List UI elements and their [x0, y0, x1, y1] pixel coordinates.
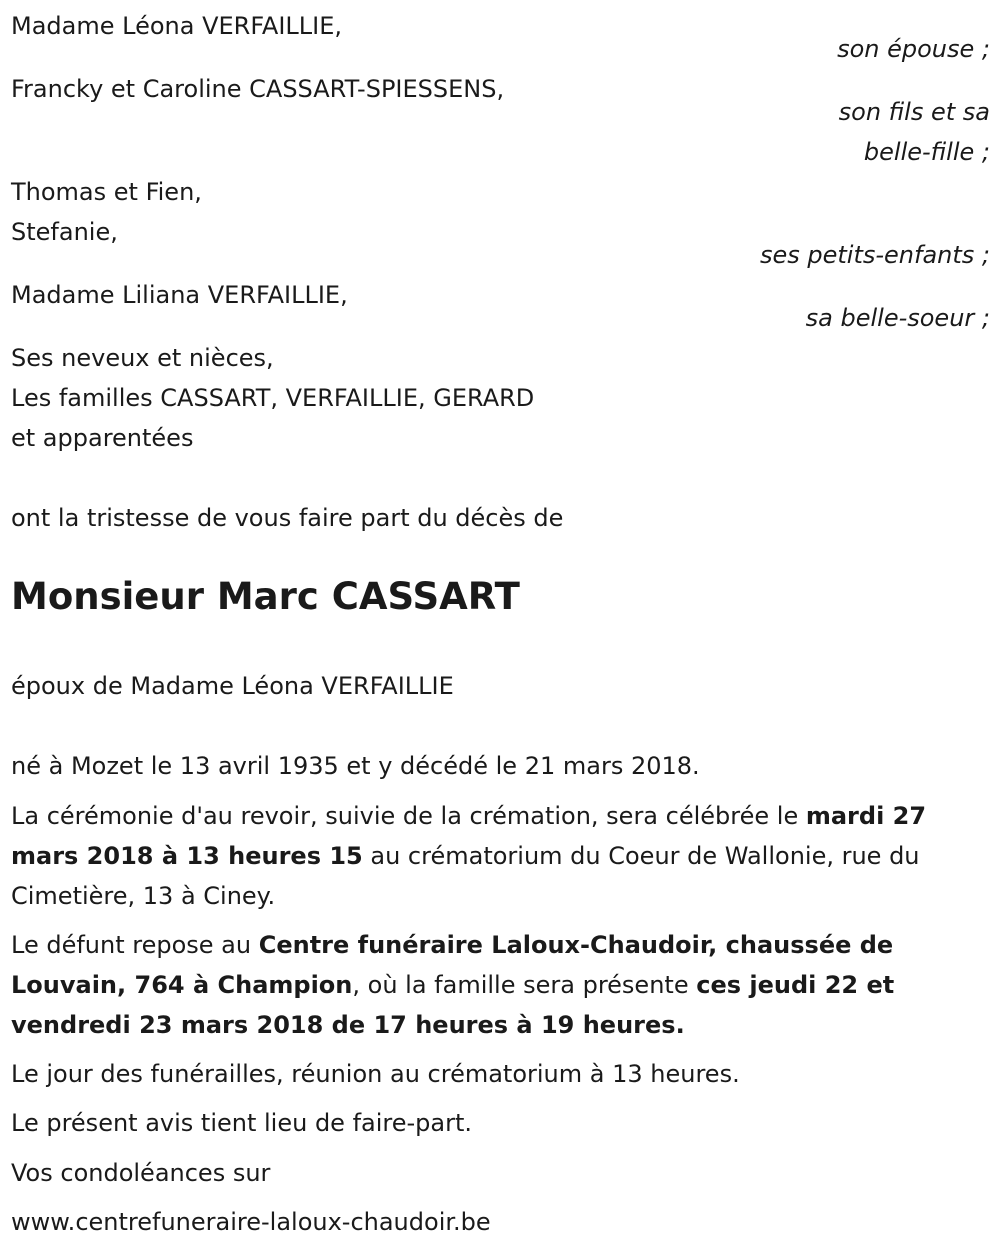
birth-death-line: né à Mozet le 13 avril 1935 et y décédé le 21 mars 2018. [11, 752, 700, 780]
spouse-relation: son épouse ; [837, 35, 990, 63]
son-name: Francky et Caroline CASSART-SPIESSENS, [11, 75, 505, 103]
announcement-intro: ont la tristesse de vous faire part du décès de [11, 504, 564, 532]
visitation-paragraph [11, 925, 989, 1045]
relatives-line-3: et apparentées [11, 424, 194, 452]
deceased-name: Monsieur Marc CASSART [11, 575, 520, 618]
son-relation-line-1: son fils et sa [838, 98, 990, 126]
ceremony-paragraph [11, 796, 989, 916]
visitation-text-before: Le défunt repose au [11, 931, 259, 959]
spouse-of-line: époux de Madame Léona VERFAILLIE [11, 672, 454, 700]
funeral-meeting-line: Le jour des funérailles, réunion au crématorium à 13 heures. [11, 1060, 740, 1088]
ceremony-date-time: mardi 27 mars 2018 à 13 heures 15 [11, 802, 927, 870]
grandchildren-relation: ses petits-enfants ; [759, 241, 990, 269]
relatives-line-1: Ses neveux et nièces, [11, 344, 274, 372]
website-link[interactable]: www.centrefuneraire-laloux-chaudoir.be [11, 1208, 491, 1236]
grandchild-line-1: Thomas et Fien, [11, 178, 202, 206]
relatives-line-2: Les familles CASSART, VERFAILLIE, GERARD [11, 384, 535, 412]
grandchild-line-2: Stefanie, [11, 218, 118, 246]
spouse-name: Madame Léona VERFAILLIE, [11, 12, 343, 40]
sister-in-law-relation: sa belle-soeur ; [805, 304, 990, 332]
visitation-location: Centre funéraire Laloux-Chaudoir, chaussée de Louvain, 764 à Champion [11, 931, 894, 999]
visitation-text-middle: , où la famille sera présente [352, 971, 697, 999]
ceremony-text-after: au crématorium du Coeur de Wallonie, rue du Cimetière, 13 à Ciney. [11, 842, 920, 910]
ceremony-text-before: La cérémonie d'au revoir, suivie de la crémation, sera célébrée le [11, 802, 806, 830]
condolences-label: Vos condoléances sur [11, 1159, 271, 1187]
visitation-times: ces jeudi 22 et vendredi 23 mars 2018 de 17 heures à 19 heures. [11, 971, 895, 1039]
sister-in-law-name: Madame Liliana VERFAILLIE, [11, 281, 348, 309]
son-relation-line-2: belle-fille ; [863, 138, 990, 166]
notice-line: Le présent avis tient lieu de faire-part. [11, 1109, 473, 1137]
